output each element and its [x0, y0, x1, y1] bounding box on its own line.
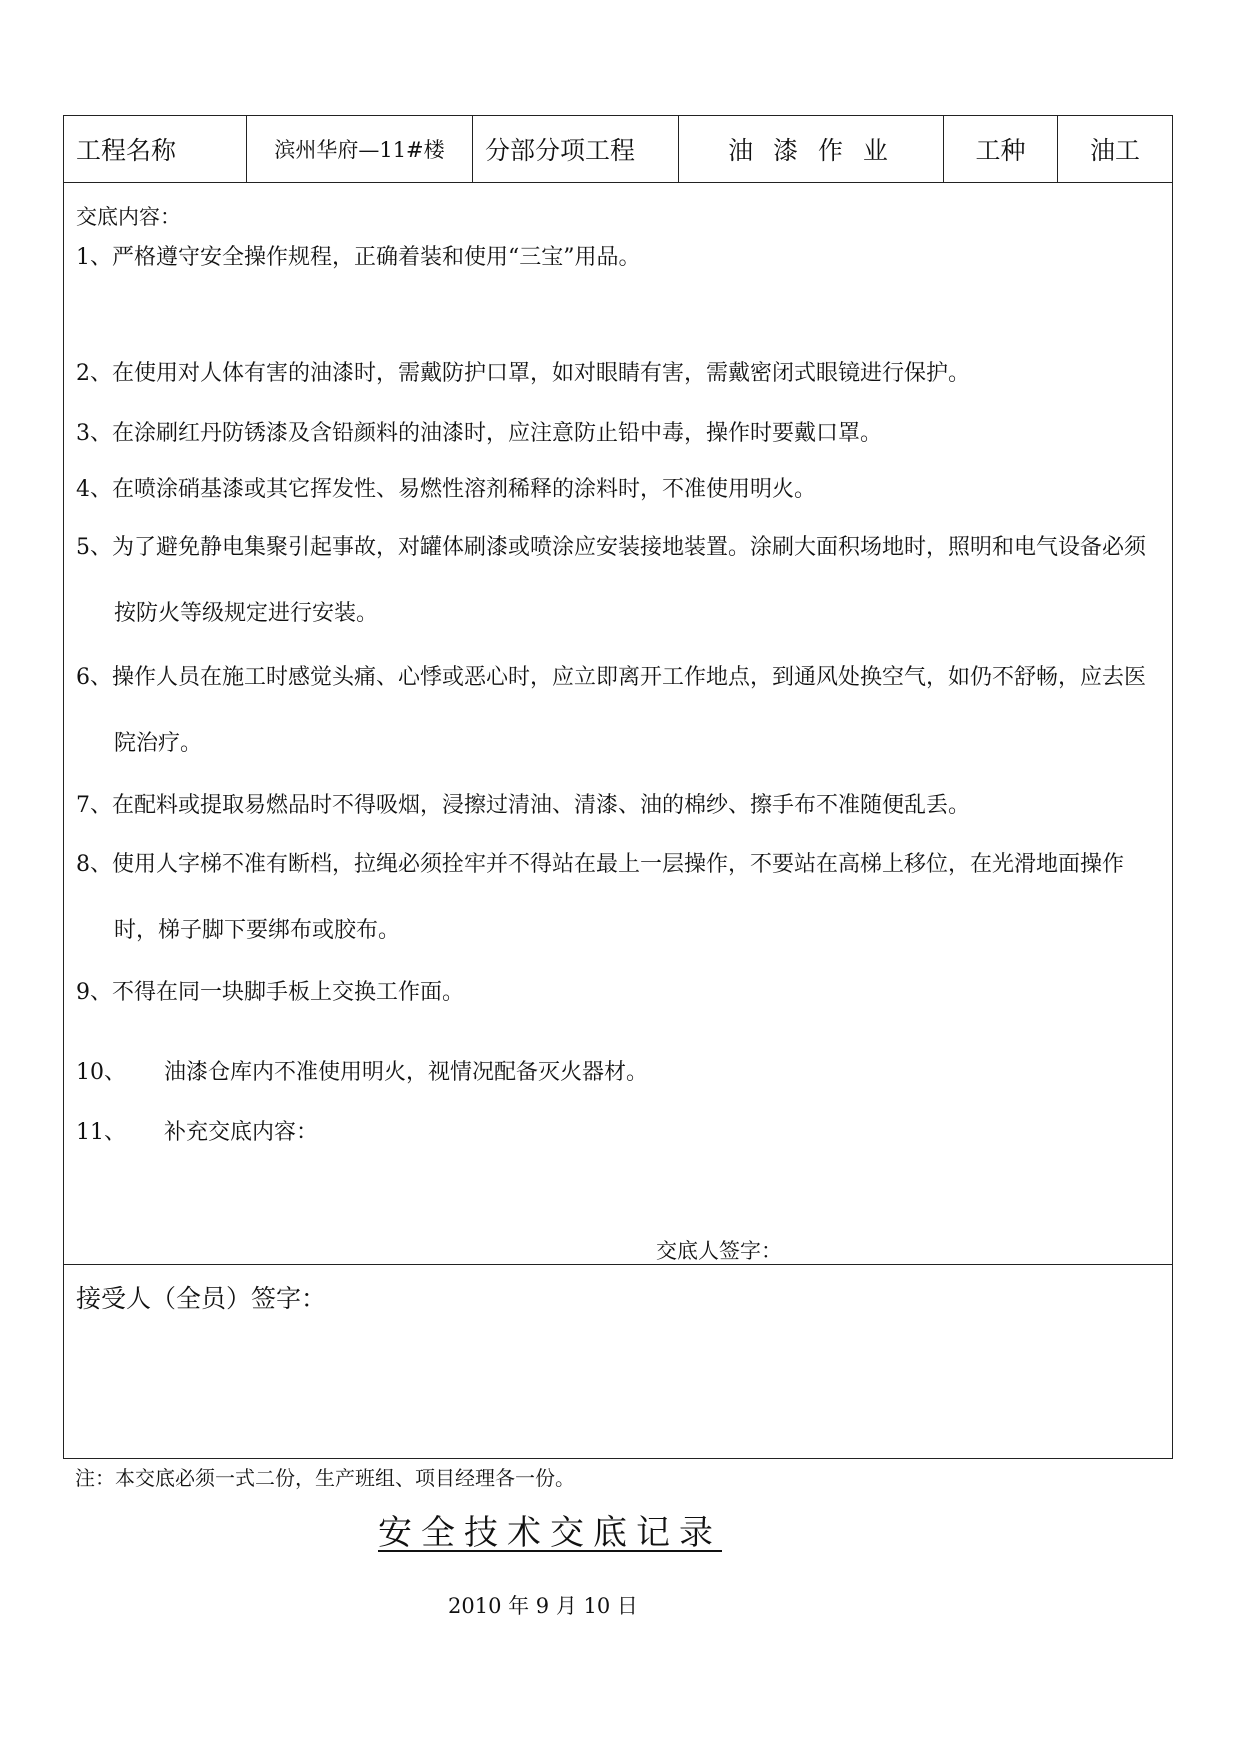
- list-item-11: [76, 1115, 318, 1146]
- disclosure-form: [63, 115, 1173, 1459]
- footer-note: 注：本交底必须一式二份，生产班组、项目经理各一份。: [75, 1466, 575, 1490]
- list-item-10: [76, 1055, 648, 1086]
- list-item: 8、使用人字梯不准有断档，拉绳必须拴牢并不得站在最上一层操作，不要站在高梯上移位，在光滑地面操作时，梯子脚下要绑布或胶布。: [76, 852, 1125, 943]
- document-date: 2010 年 9 月 10 日: [448, 1594, 638, 1618]
- trade-label: 工种: [944, 116, 1058, 182]
- project-name-label: 工程名称: [64, 116, 247, 182]
- division-value: 油 漆 作 业: [679, 116, 944, 182]
- list-item: 3、在涂刷红丹防锈漆及含铅颜料的油漆时，应注意防止铅中毒，操作时要戴口罩。: [76, 421, 882, 446]
- content-intro: 交底内容：: [76, 205, 181, 229]
- list-item: 1、严格遵守安全操作规程，正确着装和使用“三宝”用品。: [76, 245, 641, 270]
- item-number: 10、: [76, 1060, 126, 1085]
- project-name-value: 滨州华府—11#楼: [247, 116, 473, 182]
- document-title: 安全技术交底记录: [378, 1513, 722, 1553]
- receiver-signature-area: [64, 1265, 1172, 1458]
- division-label: 分部分项工程: [473, 116, 679, 182]
- list-item: 7、在配料或提取易燃品时不得吸烟，浸擦过清油、清漆、油的棉纱、擦手布不准随便乱丢。: [76, 793, 971, 818]
- list-item: 5、为了避免静电集聚引起事故，对罐体刷漆或喷涂应安装接地装置。涂刷大面积场地时，照明和电气设备必须按防火等级规定进行安装。: [76, 535, 1147, 626]
- trade-value: 油工: [1089, 136, 1140, 165]
- list-item: 6、操作人员在施工时感觉头痛、心悸或恶心时，应立即离开工作地点，到通风处换空气，如仍不舒畅，应去医院治疗。: [76, 665, 1147, 756]
- list-item: 2、在使用对人体有害的油漆时，需戴防护口罩，如对眼睛有害，需戴密闭式眼镜进行保护。: [76, 361, 971, 386]
- list-item: 4、在喷涂硝基漆或其它挥发性、易燃性溶剂稀释的涂料时，不准使用明火。: [76, 477, 816, 502]
- discloser-signature-label: 交底人签字：: [656, 1239, 782, 1263]
- item-number: 11、: [76, 1120, 126, 1145]
- disclosure-content: [64, 183, 1172, 1265]
- list-item: 9、不得在同一块脚手板上交换工作面。: [76, 980, 464, 1005]
- item-text: 补充交底内容：: [164, 1120, 319, 1145]
- form-header-row: [64, 116, 1172, 183]
- item-text: 油漆仓库内不准使用明火，视情况配备灭火器材。: [164, 1060, 649, 1085]
- receiver-signature-label: 接受人（全员）签字：: [76, 1284, 327, 1313]
